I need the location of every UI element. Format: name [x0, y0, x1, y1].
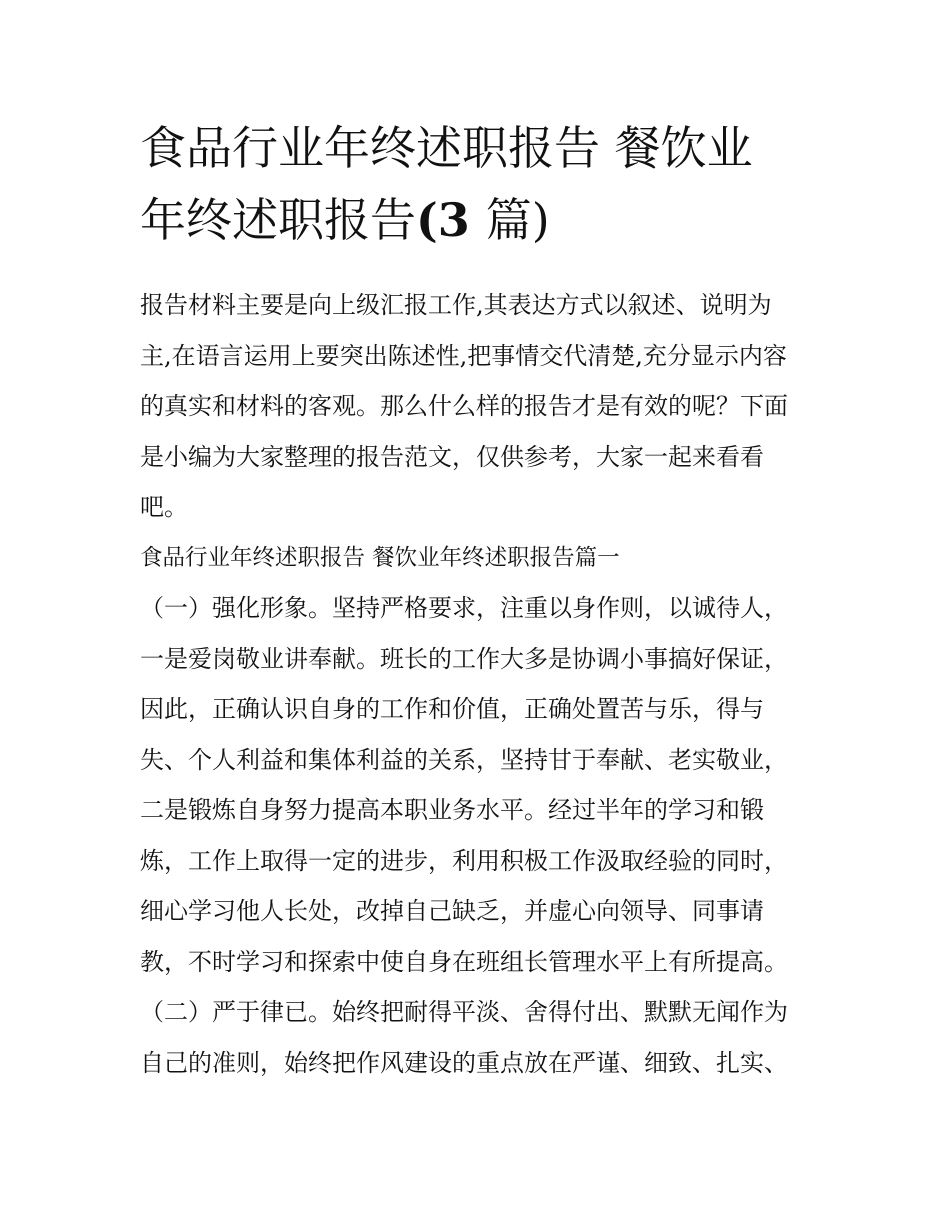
- intro-line: 的真实和材料的客观。那么什么样的报告才是有效的呢？下面: [140, 392, 788, 420]
- intro-line: 报告材料主要是向上级汇报工作,其表达方式以叙述、说明为: [140, 291, 772, 319]
- title-line-2-prefix: 年终述职报告: [140, 193, 416, 247]
- section-heading: 食品行业年终述职报告 餐饮业年终述职报告篇一: [140, 544, 620, 571]
- body-line: 二是锻炼自身努力提高本职业务水平。经过半年的学习和锻: [140, 796, 764, 824]
- body-line: 炼，工作上取得一定的进步，利用积极工作汲取经验的同时，: [140, 846, 788, 875]
- title-line-2-count: (3: [416, 193, 486, 247]
- body-line: 一是爱岗敬业讲奉献。班长的工作大多是协调小事搞好保证，: [140, 644, 788, 673]
- body-line: （一）强化形象。坚持严格要求，注重以身作则，以诚待人，: [140, 594, 788, 622]
- body-line: 失、个人利益和集体利益的关系，坚持甘于奉献、老实敬业，: [140, 745, 788, 774]
- intro-line: 是小编为大家整理的报告范文，仅供参考，大家一起来看看: [140, 442, 764, 471]
- body-line: 教，不时学习和探索中使自身在班组长管理水平上有所提高。: [140, 947, 788, 976]
- intro-line: 主,在语言运用上要突出陈述性,把事情交代清楚,充分显示内容: [140, 341, 787, 370]
- body-line: （二）严于律已。始终把耐得平淡、舍得付出、默默无闻作为: [140, 998, 788, 1026]
- title-line-2-suffix: 篇): [485, 193, 550, 247]
- body-line: 自己的准则，始终把作风建设的重点放在严谨、细致、扎实、: [140, 1048, 788, 1077]
- intro-paragraph: [140, 280, 830, 533]
- body-line: 细心学习他人长处，改掉自己缺乏，并虚心向领导、同事请: [140, 897, 764, 925]
- intro-line: 吧。: [140, 493, 188, 521]
- body-line: 因此，正确认识自身的工作和价值，正确处置苦与乐，得与: [140, 695, 764, 723]
- title-line-1: 食品行业年终述职报告 餐饮业: [140, 121, 753, 175]
- document-title: [140, 112, 830, 256]
- section-body: [140, 583, 830, 1088]
- document-page: [140, 112, 830, 1088]
